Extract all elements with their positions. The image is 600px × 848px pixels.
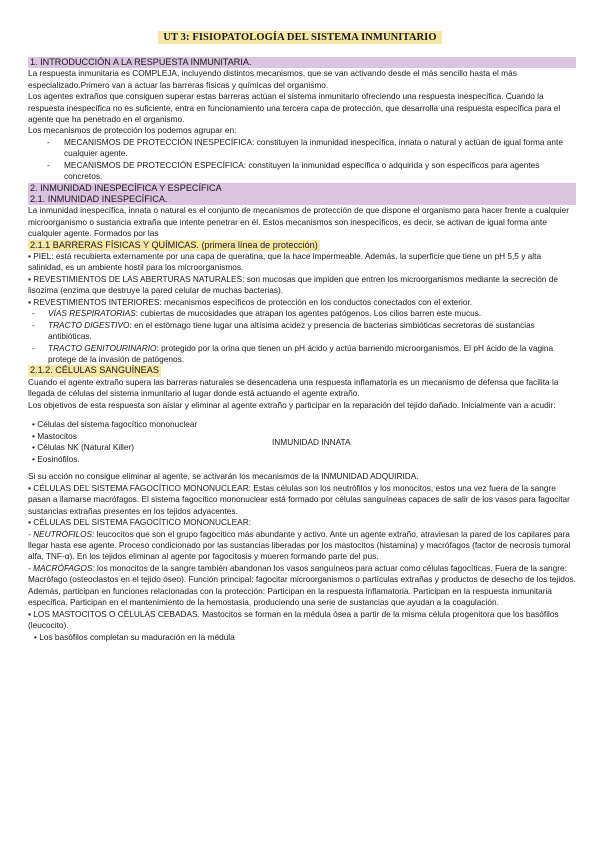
- paragraph: • Los basófilos completan su maduración en la médula: [34, 631, 235, 642]
- tract-text: : en el estómago tiene lugar una altísima acidez y presencia de bacterias simbióticas secretoras de sustancias antibióticas.: [48, 319, 535, 342]
- section-heading-intro: 1. INTRODUCCIÓN A LA RESPUESTA INMUNITARIA.: [28, 57, 576, 68]
- list-item: • Células del sistema fagocítico mononuclear: [28, 419, 576, 430]
- paragraph: Los agentes extraños que consiguen superar estas barreras actúan el sistema inmunitario ofreciendo una respuesta inespecífica. Cuando la respuesta inespecífica no es suficiente, entra en funcionamiento una tercera capa de protección, que desarrolla una respuesta específica para el agente que ha penetrado en el organismo.: [28, 91, 561, 125]
- tract-text: : cubiertas de mucosidades que atrapan los agentes patógenos. Los cilios barren este mucus.: [135, 308, 482, 319]
- bullet-openings: ▪ REVESTIMIENTOS DE LAS ABERTURAS NATURALES: son mucosas que impiden que entren los microorganismos mediante la secreción de lisozima (enzima que destruye la pared celular de muchas bacterias).: [28, 273, 559, 296]
- section-heading-immunity: 2. INMUNIDAD INESPECÍFICA Y ESPECÍFICA: [28, 183, 576, 194]
- list-item: • Eosinófilos.: [28, 454, 576, 465]
- term-label: - NEUTRÓFILOS:: [28, 528, 95, 539]
- title-wrap: [0, 27, 600, 45]
- tract-name: VÍAS RESPIRATORIAS: [48, 308, 136, 319]
- tract-name: TRACTO GENITOURINARIO: [48, 342, 157, 353]
- list-item: - MECANISMOS DE PROTECCIÓN INESPECÍFICA: constituyen la inmunidad inespecífica, innata o natural y actúan de igual forma ante cualquier agente.: [28, 137, 576, 160]
- bullet-interior: ▪ REVESTIMIENTOS INTERIORES: mecanismos específicos de protección en los conductos conectados con el exterior.: [28, 296, 473, 307]
- document-title: UT 3: FISIOPATOLOGÍA DEL SISTEMA INMUNITARIO: [158, 31, 441, 44]
- subsection-heading-barriers: 2.1.1 BARRERAS FÍSICAS Y QUÍMICAS. (primera línea de protección): [30, 239, 318, 250]
- list-item: • Células NK (Natural Killer): [28, 442, 576, 453]
- paragraph-neutrophils: [28, 529, 576, 563]
- paragraph: ▪ LOS MASTOCITOS O CÉLULAS CEBADAS. Mastocitos se forman en la médula ósea a partir de la misma célula progenitora que los basófilos (leucocito).: [28, 608, 559, 631]
- tract-name: TRACTO DIGESTIVO: [48, 319, 130, 330]
- document-body: [28, 57, 576, 643]
- tract-list: [28, 308, 576, 365]
- term-text: leucocitos que son el grupo fagocítico más abundante y activo. Ante un agente extraño, atraviesan la pared de los capilares para llegar hasta ese agente. Proceso condicionado por las sustancias liberadas por los mastocitos (histamina) y macrófagos (factor de necrosis tumoral alfa, TNF-α). En los tejidos eliminan al agente por fagocitosis y mueren formando parte del pus.: [28, 528, 571, 562]
- paragraph-macrophages: [28, 563, 576, 609]
- paragraph: ▪ CÉLULAS DEL SISTEMA FAGOCÍTICO MONONUCLEAR: Estas células son los neutrófilos y los monocitos, estos una vez fuera de la sangre pasan a llamarse macrófagos. El sistema fagocítico mononuclear está formado por células sanguíneas capaces de salir de los vasos para fagocitar sustancias extrañas presentes en los tejidos adyacentes.: [28, 482, 570, 516]
- term-label: - MACRÓFAGOS:: [28, 562, 95, 573]
- list-item: [28, 320, 576, 343]
- tract-text: : protegido por la orina que tienen un pH ácido y actúa barriendo microorganismos. El pH ácido de la vagina protege de la invasión de patógenos.: [48, 342, 554, 365]
- paragraph: La respuesta inmunitaria es COMPLEJA, incluyendo distintos mecanismos, que se van activando desde el más sencillo hasta el más especializado.Primero van a actuar las barreras físicas y químicas del organismo.: [28, 68, 517, 90]
- subsection-heading-nonspecific: 2.1. INMUNIDAD INESPECÍFICA.: [28, 194, 576, 205]
- subsection-heading-blood-cells: 2.1.2. CÉLULAS SANGUÍNEAS: [30, 365, 159, 376]
- term-text: los monocitos de la sangre también abandonan los vasos sanguíneos para actuar como células fagocíticas. Fuera de la sangre: Macrófago (osteoclastos en el tejido óseo). Función principal: fagocitar microorganismos o partículas extrañas y productos de desecho de los tejidos. Además, participan en funciones relacionadas con la protección: Participan en la respuesta inflamatoria. Participan en la respuesta inmunitaria específica. Participan en el mantenimiento de la hemostasia, produciendo una serie de sustancias que ayudan a la coagulación.: [28, 562, 576, 608]
- mechanism-list: [28, 137, 576, 183]
- paragraph: Los objetivos de esta respuesta son aislar y eliminar al agente extraño y participar en la reparación del tejido dañado. Inicialmente van a acudir:: [28, 399, 556, 410]
- bullet-skin: ▪ PIEL: está recubierta externamente por una capa de queratina, que la hace impermeable. Además, la superficie que tiene un pH 5,5 y alta salinidad, es un ambiente hostil para los microorganismos.: [28, 250, 542, 273]
- paragraph: Los mecanismos de protección los podemos agrupar en:: [28, 125, 237, 136]
- innate-cells-block: [28, 419, 576, 465]
- paragraph: ▪ CÉLULAS DEL SISTEMA FAGOCÍTICO MONONUCLEAR:: [28, 517, 252, 528]
- innate-immunity-label: INMUNIDAD INNATA: [272, 437, 351, 448]
- paragraph: Si su acción no consigue eliminar al agente, se activarán los mecanismos de la INMUNIDAD ADQUIRIDA.: [28, 471, 419, 482]
- list-item: [28, 308, 576, 319]
- list-item: • Mastocitos: [28, 431, 576, 442]
- paragraph: Cuando el agente extraño supera las barreras naturales se desencadena una respuesta inflamatoria es un mecanismo de defensa que facilita la llegada de células del sistema inmunitario al lugar donde está actuando el agente extraño.: [28, 376, 559, 399]
- paragraph: La inmunidad inespecífica, innata o natural es el conjunto de mecanismos de protección de que dispone el organismo para hacer frente a cualquier microorganismo o sustancia extraña que intente penetrar en él. Estos mecanismos son inespecíficos, es decir, se activan de igual forma ante cualquier agente. Formados por las: [28, 205, 570, 239]
- list-item: - MECANISMOS DE PROTECCIÓN ESPECÍFICA: constituyen la inmunidad específica o adquirida y son específicos para agentes concretos.: [28, 160, 576, 183]
- list-item: [28, 343, 576, 366]
